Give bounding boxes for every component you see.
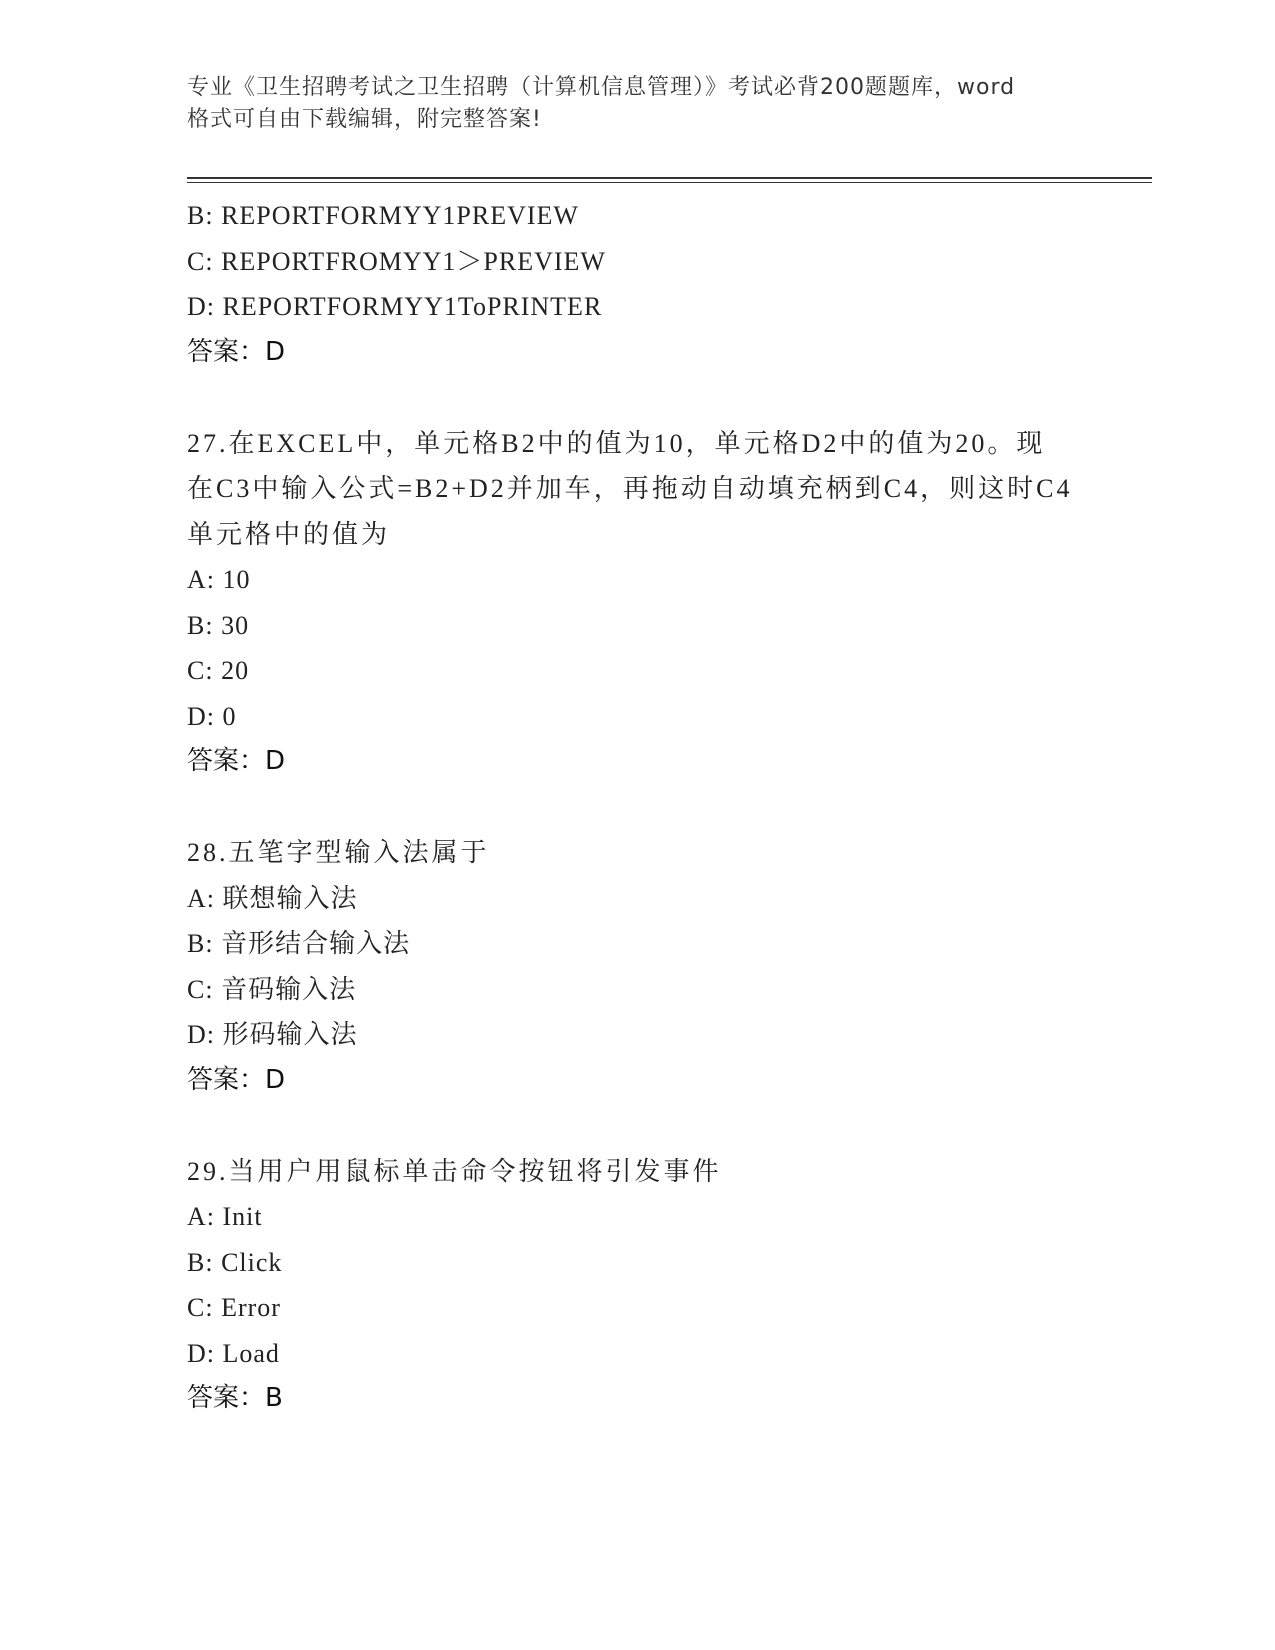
question-stem: [187, 421, 1087, 558]
spacer: [187, 785, 1087, 831]
option-d: D: Load: [187, 1338, 280, 1368]
stem-line-3: 单元格中的值为: [187, 519, 391, 549]
option-c: C: 音码输入法: [187, 974, 357, 1004]
option-b: B: REPORTFORMYY1PREVIEW: [187, 201, 579, 230]
option-c: C: REPORTFROMYY1＞PREVIEW: [187, 246, 606, 276]
option-d: D: 形码输入法: [187, 1020, 358, 1049]
answer: 答案：D: [187, 746, 286, 776]
document-header: [187, 72, 1097, 136]
question-28: [187, 830, 1087, 1103]
option-a: A: 10: [187, 565, 251, 594]
header-divider-thick: [187, 177, 1152, 179]
question-stem: 28.五笔字型输入法属于: [187, 838, 490, 867]
option-b: B: Click: [187, 1247, 283, 1277]
question-stem: 29.当用户用鼠标单击命令按钮将引发事件: [187, 1156, 722, 1186]
option-b: B: 音形结合输入法: [187, 929, 411, 958]
spacer: [187, 1103, 1087, 1149]
option-c: C: 20: [187, 656, 250, 685]
question-29: [187, 1149, 1087, 1422]
question-content: [187, 193, 1087, 1422]
header-line-2: 格式可自由下载编辑，附完整答案!: [187, 107, 542, 132]
header-line-1: 专业《卫生招聘考试之卫生招聘（计算机信息管理）》考试必背200题题库，word: [187, 75, 1016, 100]
option-a: A: 联想输入法: [187, 883, 358, 913]
stem-line-1: 27.在EXCEL中，单元格B2中的值为10，单元格D2中的值为20。现: [187, 428, 1046, 458]
spacer: [187, 375, 1087, 421]
option-d: D: 0: [187, 701, 237, 731]
option-d: D: REPORTFORMYY1ToPRINTER: [187, 292, 603, 321]
header-divider-thin: [187, 182, 1152, 183]
answer: 答案：D: [187, 336, 286, 367]
stem-line-2: 在C3中输入公式=B2+D2并加车，再拖动自动填充柄到C4，则这时C4: [187, 474, 1073, 503]
question-26: [187, 193, 1087, 375]
option-a: A: Init: [187, 1202, 263, 1231]
answer: 答案：D: [187, 1064, 286, 1095]
option-c: C: Error: [187, 1293, 281, 1322]
answer: 答案：B: [187, 1383, 283, 1413]
question-27: [187, 421, 1087, 785]
option-b: B: 30: [187, 610, 250, 640]
